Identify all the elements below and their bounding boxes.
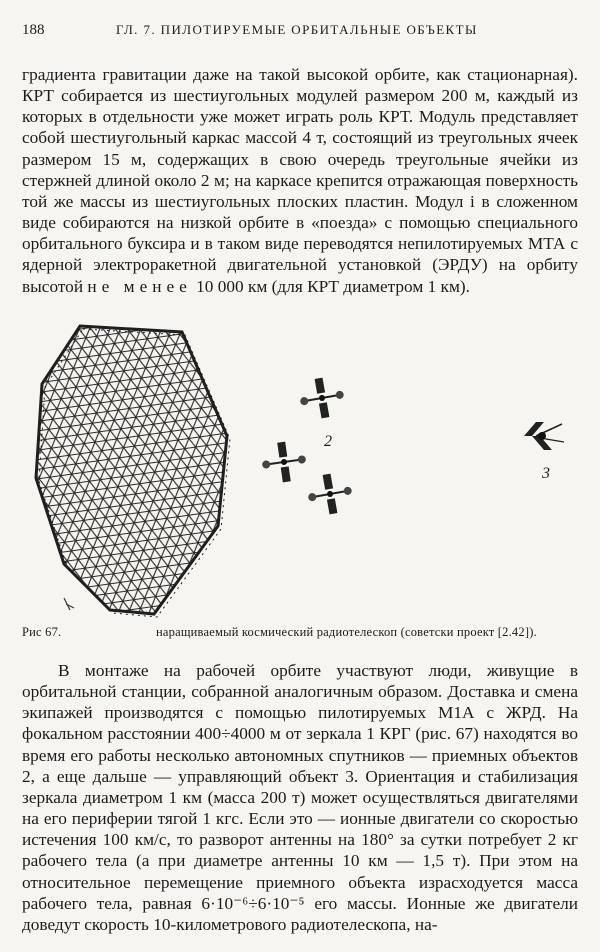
figure-label-2: 2 [324,433,332,450]
paragraph-1-spaced: не менее [87,276,192,296]
paragraph-1-part2: 10 000 км (для КРТ диаметром 1 км). [191,276,470,296]
radiotelescope-illustration [22,318,582,618]
receiver-satellite-1 [297,374,347,421]
running-title: ГЛ. 7. ПИЛОТИРУЕМЫЕ ОРБИТАЛЬНЫЕ ОБЪЕКТЫ [116,22,478,37]
paragraph-1 [22,64,578,297]
page-header [22,22,560,44]
figure-67 [22,318,582,618]
figure-label-3: 3 [542,465,550,482]
mirror-dish [22,318,242,618]
receiver-satellite-2 [259,439,308,485]
paragraph-2: В монтаже на рабочей орбите участвуют люди, живущие в орбитальной станции, собранной аналогичным образом. Доставка и смена экипажей производятся с помощью пилотируемых М1А с ЖРД. На фокальном расстоянии 400÷4000 м от зеркала 1 КРГ (рис. 67) находятся во время его работы несколько автономных спутников — приемных объектов 2, а еще дальше — управляющий объект 3. Ориентация и стабилизация зеркала диаметром 1 км (масса 200 т) может осуществляться двигателями на его периферии тягой 1 кгс. Если это — ионные двигатели со скоростью истечения 100 км/с, то разворот антенны на 180° за сутки потребует 2 кг рабочего тела (а при диаметре антенны 10 км — 1,5 т). При этом на относительное перемещение приемного объекта израсходуется масса рабочего тела, равная 6·10⁻⁶÷6·10⁻⁵ его массы. Ионные же двигатели доведут скорость 10-километрового радиотелескопа, на- [22,661,578,934]
receiver-satellite-3 [305,470,355,517]
caption-number: Рис 67. [22,625,62,639]
control-object [524,422,564,450]
paragraph-1-part1: градиента гравитации даже на такой высокой орбите, как стационарная). КРТ собирается из шестиугольных модулей размером 200 м, каждый из которых в отдельности уже может играть роль КРТ. Модуль представляет собой шестиугольный каркас массой 4 т, состоящий из треугольных ячеек размером 15 м, содержащих в свою очередь треугольные ячейки из стержней длиной около 2 м; на каркасе крепится отражающая поверхность той же массы из шестиугольных плоских пластин. Модул і в сложенном виде собираются на низкой орбите в «поезда» с помощью специального орбитального буксира и в таком виде переводятся непилотируемых МТА с ядерной электроракетной двигательной установкой (ЭРДУ) на орбиту высотой [22,65,578,296]
caption-text: наращиваемый космический радиотелескоп (советски проект [2.42]). [156,625,537,639]
page-number: 188 [22,22,45,38]
mark-marks [64,598,74,610]
